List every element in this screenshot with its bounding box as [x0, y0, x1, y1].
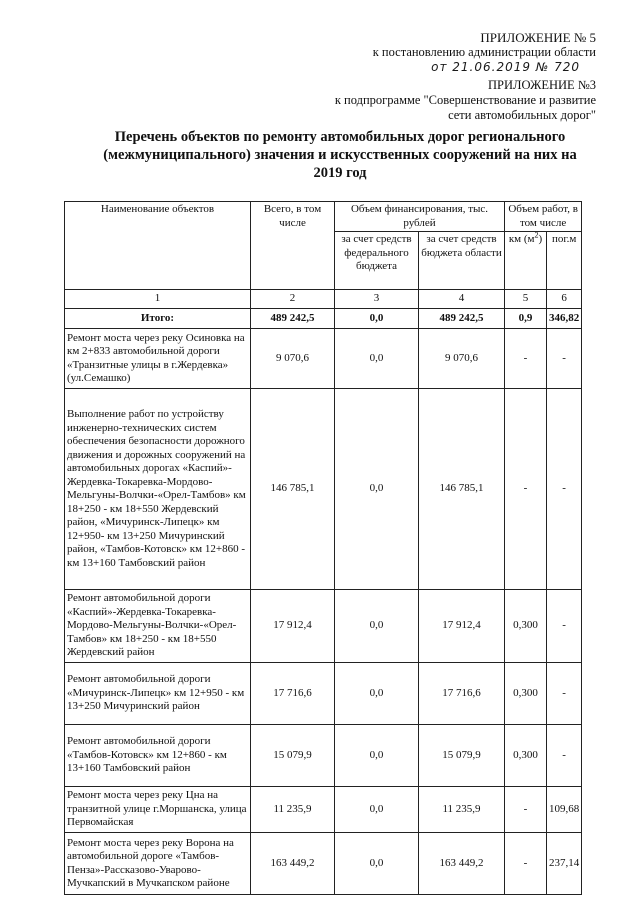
- total-federal: 0,0: [335, 309, 419, 329]
- table-row: [65, 329, 582, 389]
- object-regional: 15 079,9: [419, 725, 505, 787]
- table-row: [65, 833, 582, 895]
- total-row: [65, 309, 582, 329]
- km-label: км (м: [508, 233, 535, 245]
- km-label-close: ): [538, 233, 543, 245]
- col-number: 5: [505, 290, 547, 309]
- object-km: -: [505, 329, 547, 389]
- table-row: [65, 389, 582, 590]
- object-total: 17 912,4: [251, 590, 335, 663]
- col-header-financing: Объем финансирования, тыс. рублей: [335, 202, 505, 232]
- object-regional: 163 449,2: [419, 833, 505, 895]
- object-federal: 0,0: [335, 833, 419, 895]
- object-linear: -: [547, 725, 582, 787]
- appendix-3-header: [335, 78, 596, 123]
- object-name: Ремонт моста через реку Ворона на автомобильной дороге «Тамбов-Пенза»-Рассказово-Уварово-Мучкапский в Мучкапском районе: [65, 833, 251, 895]
- total-sum: 489 242,5: [251, 309, 335, 329]
- column-number-row: [65, 290, 582, 309]
- object-km: 0,300: [505, 725, 547, 787]
- col-header-total: Всего, в том числе: [251, 202, 335, 290]
- object-federal: 0,0: [335, 787, 419, 833]
- object-total: 15 079,9: [251, 725, 335, 787]
- object-regional: 146 785,1: [419, 389, 505, 590]
- header-row-1: [65, 202, 582, 232]
- km-superscript: 2: [534, 230, 539, 240]
- total-regional: 489 242,5: [419, 309, 505, 329]
- total-km: 0,9: [505, 309, 547, 329]
- col-number: 6: [547, 290, 582, 309]
- object-regional: 17 716,6: [419, 663, 505, 725]
- object-linear: -: [547, 389, 582, 590]
- objects-table: [64, 201, 582, 895]
- object-total: 17 716,6: [251, 663, 335, 725]
- object-federal: 0,0: [335, 329, 419, 389]
- object-total: 163 449,2: [251, 833, 335, 895]
- total-label: Итого:: [65, 309, 251, 329]
- col-number: 2: [251, 290, 335, 309]
- object-km: 0,300: [505, 590, 547, 663]
- object-federal: 0,0: [335, 389, 419, 590]
- object-name: Ремонт моста через реку Осиновка на км 2+833 автомобильной дороги «Транзитные улицы в г.Жердевка» (ул.Семашко): [65, 329, 251, 389]
- object-regional: 11 235,9: [419, 787, 505, 833]
- object-km: -: [505, 833, 547, 895]
- appendix-3-label: ПРИЛОЖЕНИЕ №3: [487, 78, 596, 92]
- subprogram-reference: к подпрограмме "Совершенствование и развитие: [334, 93, 596, 107]
- object-name: Ремонт автомобильной дороги «Мичуринск-Липецк» км 12+950 - км 13+250 Мичуринский район: [65, 663, 251, 725]
- col-header-works: Объем работ, в том числе: [505, 202, 582, 232]
- object-federal: 0,0: [335, 590, 419, 663]
- col-header-regional: за счет средств бюджета области: [419, 232, 505, 290]
- object-km: -: [505, 787, 547, 833]
- appendix-5-header: [373, 30, 596, 75]
- col-number: 1: [65, 290, 251, 309]
- col-header-name: Наименование объектов: [65, 202, 251, 290]
- object-total: 146 785,1: [251, 389, 335, 590]
- object-linear: -: [547, 329, 582, 389]
- object-km: -: [505, 389, 547, 590]
- title-line-1: Перечень объектов по ремонту автомобильных дорог регионального: [114, 129, 566, 145]
- col-header-federal: за счет средств федерального бюджета: [335, 232, 419, 290]
- resolution-reference: к постановлению администрации области: [372, 45, 596, 59]
- object-linear: 237,14: [547, 833, 582, 895]
- subprogram-reference-cont: сети автомобильных дорог": [448, 108, 596, 122]
- table-row: [65, 590, 582, 663]
- col-header-km: [505, 232, 547, 290]
- object-total: 11 235,9: [251, 787, 335, 833]
- table-row: [65, 663, 582, 725]
- object-linear: 109,68: [547, 787, 582, 833]
- col-number: 3: [335, 290, 419, 309]
- object-federal: 0,0: [335, 663, 419, 725]
- title-line-2: (межмуниципального) значения и искусственных сооружений на них на: [103, 147, 577, 163]
- document-title: [70, 128, 610, 182]
- object-name: Ремонт автомобильной дороги «Тамбов-Котовск» км 12+860 - км 13+160 Тамбовский район: [65, 725, 251, 787]
- title-line-3: 2019 год: [313, 165, 367, 181]
- object-regional: 9 070,6: [419, 329, 505, 389]
- object-total: 9 070,6: [251, 329, 335, 389]
- col-header-linear: пог.м: [547, 232, 582, 290]
- object-regional: 17 912,4: [419, 590, 505, 663]
- object-linear: -: [547, 663, 582, 725]
- object-name: Ремонт моста через реку Цна на транзитной улице г.Моршанска, улица Первомайская: [65, 787, 251, 833]
- object-linear: -: [547, 590, 582, 663]
- handwritten-date-number: от 21.06.2019 № 720: [431, 60, 580, 74]
- object-name: Ремонт автомобильной дороги «Каспий»-Жердевка-Токаревка-Мордово-Мельгуны-Волчки-«Орел-Тамбов» км 18+250 - км 18+550 Жердевский район: [65, 590, 251, 663]
- object-km: 0,300: [505, 663, 547, 725]
- object-federal: 0,0: [335, 725, 419, 787]
- total-linear: 346,82: [547, 309, 582, 329]
- table-row: [65, 787, 582, 833]
- col-number: 4: [419, 290, 505, 309]
- appendix-5-label: ПРИЛОЖЕНИЕ № 5: [480, 30, 596, 45]
- object-name: Выполнение работ по устройству инженерно-технических систем обеспечения безопасности дорожного движения и дорожных сооружений на автомобильных дорогах «Каспий»-Жердевка-Токаревка-Мордово-Мельгуны-Волчки-«Орел-Тамбов» км 18+250 - км 18+550 Жердевский район, «Мичуринск-Липецк» км 12+950- км 13+250 Мичуринский район, «Тамбов-Котовск» км 12+860 - км 13+160 Тамбовский район: [65, 389, 251, 590]
- table-row: [65, 725, 582, 787]
